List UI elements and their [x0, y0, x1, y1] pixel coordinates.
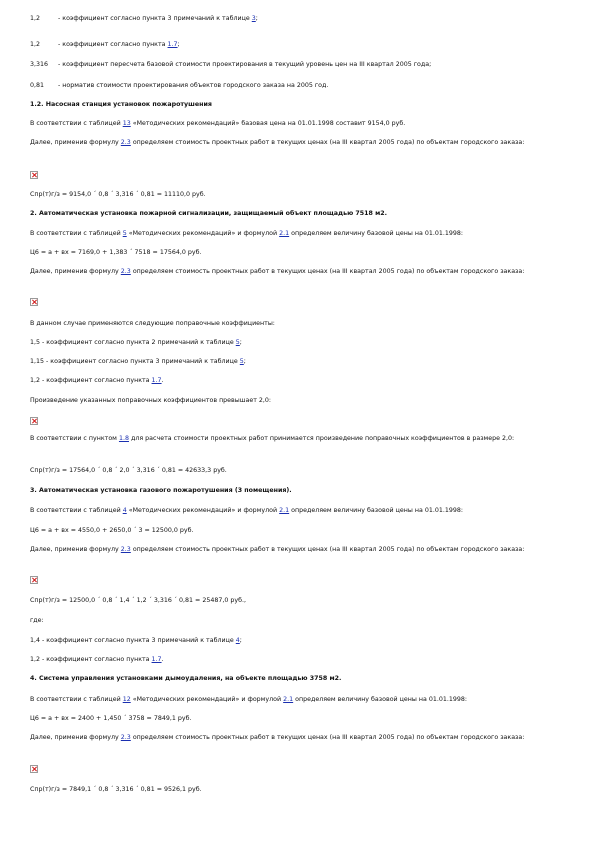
formula-link[interactable]: 2.3: [120, 268, 131, 275]
coef-line: 1,2 - коэффициент согласно пункта 3 примечаний к таблице 3;: [30, 15, 258, 22]
table-link[interactable]: 4: [122, 507, 127, 514]
paragraph: Далее, применив формулу 2.3 определяем стоимость проектных работ в текущих ценах (на III квартал 2005 года) по объектам городского заказа:: [30, 546, 525, 553]
table-link[interactable]: 5: [235, 339, 240, 346]
paragraph: В данном случае применяются следующие поправочные коэффициенты:: [30, 320, 275, 327]
paragraph: Далее, применив формулу 2.3 определяем стоимость проектных работ в текущих ценах (на III квартал 2005 года) по объектам городского заказа:: [30, 734, 525, 741]
paragraph: В соответствии с таблицей 12 «Методических рекомендаций» и формулой 2.1 определяем величину базовой цены на 01.01.1998:: [30, 696, 468, 703]
table-link[interactable]: 12: [122, 696, 131, 703]
paragraph: Произведение указанных поправочных коэффициентов превышает 2,0:: [30, 397, 272, 404]
table-link[interactable]: 5: [122, 230, 127, 237]
paragraph: В соответствии с таблицей 5 «Методических рекомендаций» и формулой 2.1 определяем величину базовой цены на 01.01.1998:: [30, 230, 464, 237]
section-heading: 2. Автоматическая установка пожарной сигнализации, защищаемый объект площадью 7518 м2.: [30, 210, 388, 217]
formula-link[interactable]: 2.3: [120, 734, 131, 741]
table-link[interactable]: 4: [235, 637, 240, 644]
paragraph: В соответствии с таблицей 4 «Методических рекомендаций» и формулой 2.1 определяем величину базовой цены на 01.01.1998:: [30, 507, 464, 514]
section-heading: 3. Автоматическая установка газового пожаротушения (3 помещения).: [30, 487, 292, 494]
formula: Спр(т)г/з = 9154,0 ´ 0,8 ´ 3,316 ´ 0,81 = 11110,0 руб.: [30, 191, 206, 198]
table-link[interactable]: 5: [239, 358, 244, 365]
broken-image-icon: [30, 298, 38, 306]
formula-link[interactable]: 2.1: [279, 507, 290, 514]
section-heading: 4. Система управления установками дымоудаления, на объекте площадью 3758 м2.: [30, 675, 342, 682]
formula: Ц6 = а + вх = 4550,0 + 2650,0 ´ 3 = 12500,0 руб.: [30, 527, 194, 534]
table-link[interactable]: 13: [122, 120, 131, 127]
formula-link[interactable]: 2.3: [120, 139, 131, 146]
broken-image-icon: [30, 171, 38, 179]
clause-link[interactable]: 1.8: [118, 435, 129, 442]
coef-line: 1,4 - коэффициент согласно пункта 3 примечаний к таблице 4;: [30, 637, 242, 644]
table-link[interactable]: 3: [251, 15, 256, 22]
broken-image-icon: [30, 576, 38, 584]
coef-line: 1,15 - коэффициент согласно пункта 3 примечаний к таблице 5;: [30, 358, 246, 365]
formula: Ц6 = а + вх = 7169,0 + 1,383 ´ 7518 = 17564,0 руб.: [30, 249, 202, 256]
formula: Спр(т)г/з = 12500,0 ´ 0,8 ´ 1,4 ´ 1,2 ´ 3,316 ´ 0,81 = 25487,0 руб.,: [30, 597, 246, 604]
coef-line: 1,5 - коэффициент согласно пункта 2 примечаний к таблице 5;: [30, 339, 242, 346]
section-heading: 1.2. Насосная станция установок пожаротушения: [30, 101, 212, 108]
coef-line: 0,81 - норматив стоимости проектирования объектов городского заказа на 2005 год.: [30, 82, 329, 89]
formula: Ц6 = а + вх = 2400 + 1,450 ´ 3758 = 7849,1 руб.: [30, 715, 192, 722]
coef-line: 1,2 - коэффициент согласно пункта 1.7.: [30, 377, 164, 384]
clause-link[interactable]: 1.7: [151, 656, 162, 663]
formula-link[interactable]: 2.3: [120, 546, 131, 553]
formula-link[interactable]: 2.1: [279, 230, 290, 237]
formula: Спр(т)г/з = 17564,0 ´ 0,8 ´ 2,0 ´ 3,316 ´ 0,81 = 42633,3 руб.: [30, 467, 227, 474]
coef-line: 1,2 - коэффициент согласно пункта 1.7.: [30, 656, 164, 663]
paragraph: Далее, применив формулу 2.3 определяем стоимость проектных работ в текущих ценах (на III квартал 2005 года) по объектам городского заказа:: [30, 139, 525, 146]
clause-link[interactable]: 1.7: [151, 377, 162, 384]
broken-image-icon: [30, 417, 38, 425]
paragraph: В соответствии с таблицей 13 «Методических рекомендаций» базовая цена на 01.01.1998 составит 9154,0 руб.: [30, 120, 406, 127]
formula-link[interactable]: 2.1: [283, 696, 294, 703]
paragraph: Далее, применив формулу 2.3 определяем стоимость проектных работ в текущих ценах (на III квартал 2005 года) по объектам городского заказа:: [30, 268, 525, 275]
broken-image-icon: [30, 765, 38, 773]
coef-line: 3,316 - коэффициент пересчета базовой стоимости проектирования в текущий уровень цен на III квартал 2005 года;: [30, 61, 432, 68]
coef-line: 1,2 - коэффициент согласно пункта 1.7;: [30, 41, 180, 48]
paragraph: В соответствии с пунктом 1.8 для расчета стоимости проектных работ принимается произведение поправочных коэффициентов в размере 2,0:: [30, 435, 515, 442]
paragraph: где:: [30, 617, 44, 624]
formula: Спр(т)г/з = 7849,1 ´ 0,8 ´ 3,316 ´ 0,81 = 9526,1 руб.: [30, 786, 202, 793]
clause-link[interactable]: 1.7: [167, 41, 178, 48]
